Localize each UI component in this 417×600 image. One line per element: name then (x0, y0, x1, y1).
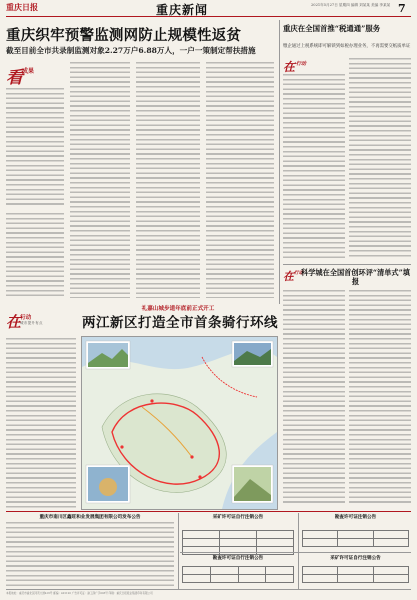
ad-mid-top-header: 采矿许可证自行注销公告 (212, 515, 264, 520)
ad-left-header: 重庆市南川区鑫旺和业发展集团有限公司发布公告 (39, 515, 141, 520)
right-mid-col-b (349, 290, 411, 506)
footer-rule (6, 589, 411, 590)
ad-right-bottom-table (302, 566, 409, 583)
loop-headline: 两江新区打造全市首条骑行环线 (82, 315, 278, 331)
right-mid-kicker-small: 行动 (294, 271, 304, 276)
lead-col-2 (70, 62, 130, 298)
lead-subhead: 截至目前全市共录制监测对象2.27万户6.88万人，一户一策制定帮扶措施 (6, 46, 256, 55)
masthead (6, 2, 411, 17)
loop-kicker-big: 在 (6, 313, 22, 331)
ads-mid-rule (180, 552, 411, 553)
loop-kicker-small: 行动 (20, 315, 32, 321)
route-map-illustration (82, 337, 277, 509)
ad-right-top-header: 勘查许可证注销公告 (334, 515, 377, 520)
lead-headline: 重庆织牢预警监测网防止规模性返贫 (6, 27, 242, 44)
loop-kicker (6, 311, 76, 335)
ads-divider-1 (178, 513, 179, 589)
ad-mid-bottom-header: 勘查许可证自行注销公告 (212, 556, 264, 561)
lead-col-1-top (6, 88, 64, 206)
column-divider (279, 20, 280, 304)
right-top-col-a (283, 74, 345, 259)
lead-col-3 (136, 62, 200, 298)
lead-col-1-bottom (6, 213, 64, 299)
right-top-kicker (283, 58, 306, 75)
loop-col-left (6, 338, 76, 508)
right-mid-col-a (283, 290, 345, 506)
footer-info: 本报地址：重庆市渝北区同茂大道416号 邮编：401120 广告许可证：渝工商广字003号 印刷：重庆日报报业集团印务有限公司 (6, 592, 153, 595)
kicker-big-glyph: 看 (6, 68, 23, 88)
cycling-route-map (81, 336, 278, 510)
right-divider (283, 264, 411, 265)
loop-eyebrow: 礼嘉山城步道年底前正式开工 (141, 306, 215, 312)
ad-right-bottom-header: 采矿许可证自行注销公告 (330, 556, 381, 561)
right-top-kicker-small: 行动 (296, 61, 307, 67)
right-top-col-b (349, 58, 411, 259)
page-number: 7 (398, 2, 406, 15)
right-top-kicker-big: 在 (283, 60, 296, 74)
lead-col-4 (206, 62, 274, 298)
section-title: 重庆新闻 (156, 3, 209, 17)
kicker-small-label: 成果 (22, 68, 35, 75)
lead-kicker (6, 63, 36, 88)
right-top-subhead: 缴企通过上税系统即可解锁到如税办理业务，不再需要交纸质单证 (283, 44, 411, 49)
ad-left-body (6, 522, 174, 586)
right-top-headline: 重庆在全国首推“税通通”服务 (283, 24, 381, 33)
newspaper-logo: 重庆日报 (6, 2, 38, 12)
issue-date: 2021年5月27日 星期四 编辑 刘某某 美编 李某某 (311, 3, 391, 7)
ads-top-rule (6, 511, 411, 512)
right-mid-headline: 科学城在全国首创环评“清单式”填报 (301, 268, 410, 286)
ad-right-top-table (302, 530, 409, 547)
loop-kicker-line: 城市提升有点 (20, 321, 43, 325)
ads-divider-2 (298, 513, 299, 589)
ad-mid-bottom-table (182, 566, 294, 583)
right-mid-kicker-big: 在 (283, 270, 294, 283)
